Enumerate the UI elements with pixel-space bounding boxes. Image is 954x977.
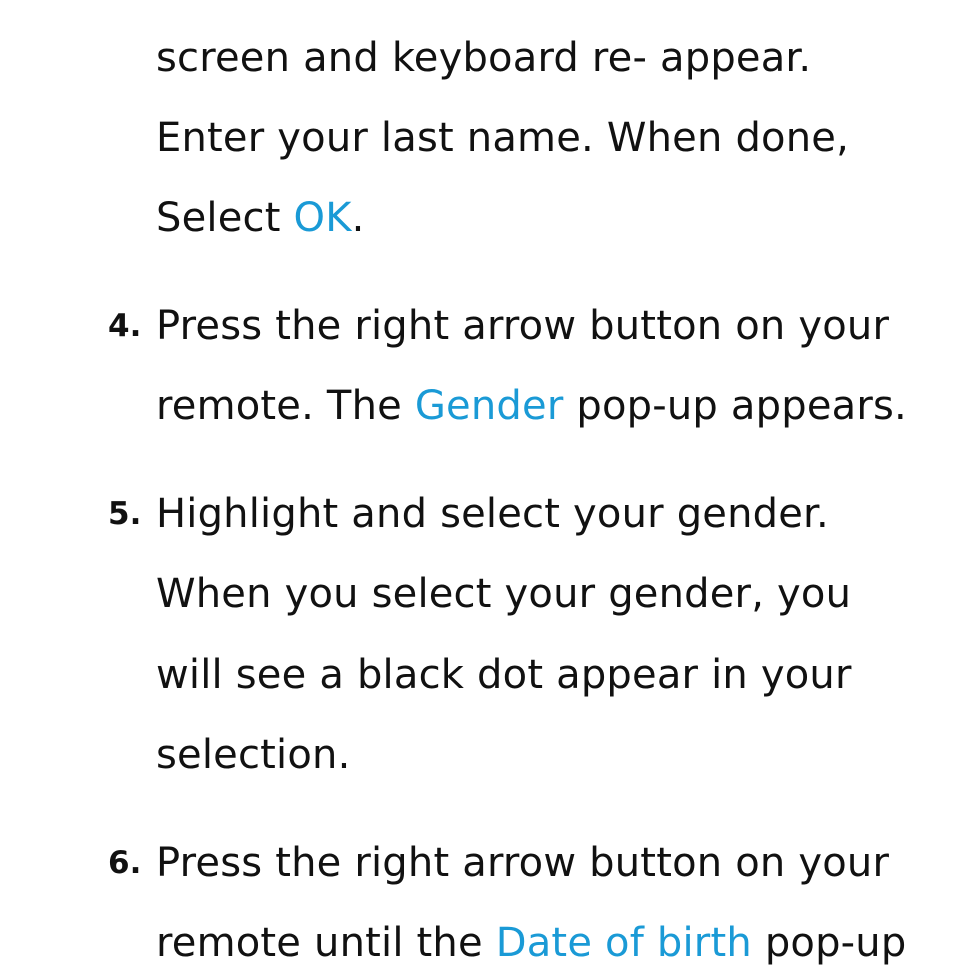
step-4-text-end: pop-up appears.	[563, 383, 907, 429]
step-3-line-1: screen and keyboard re- appear.	[156, 35, 812, 81]
step-5-line-2: When you select your gender, you	[156, 571, 852, 617]
step-5-line-4: selection.	[156, 732, 351, 778]
step-3-line-2: Enter your last name. When done,	[156, 115, 849, 161]
step-6-number: 6.	[108, 845, 142, 881]
step-6-line-2	[156, 919, 906, 967]
ok-term: OK	[293, 195, 352, 241]
step-5-line-1: Highlight and select your gender.	[156, 491, 829, 537]
step-4-number: 4.	[108, 308, 142, 344]
step-6-text: remote until the	[156, 920, 496, 966]
step-6-line-1: Press the right arrow button on your	[156, 840, 890, 886]
step-5-number: 5.	[108, 496, 142, 532]
date-of-birth-term: Date of birth	[495, 920, 752, 966]
step-4-line-2	[156, 382, 907, 430]
step-5-line-3: will see a black dot appear in your	[156, 652, 852, 698]
step-4-line-1: Press the right arrow button on your	[156, 303, 890, 349]
step-4-text: remote. The	[156, 383, 415, 429]
step-3-line-3	[156, 194, 365, 242]
step-3-text: Select	[156, 195, 294, 241]
step-6-text-end: pop-up	[751, 920, 907, 966]
gender-term: Gender	[414, 383, 564, 429]
step-3-period: .	[351, 195, 365, 241]
